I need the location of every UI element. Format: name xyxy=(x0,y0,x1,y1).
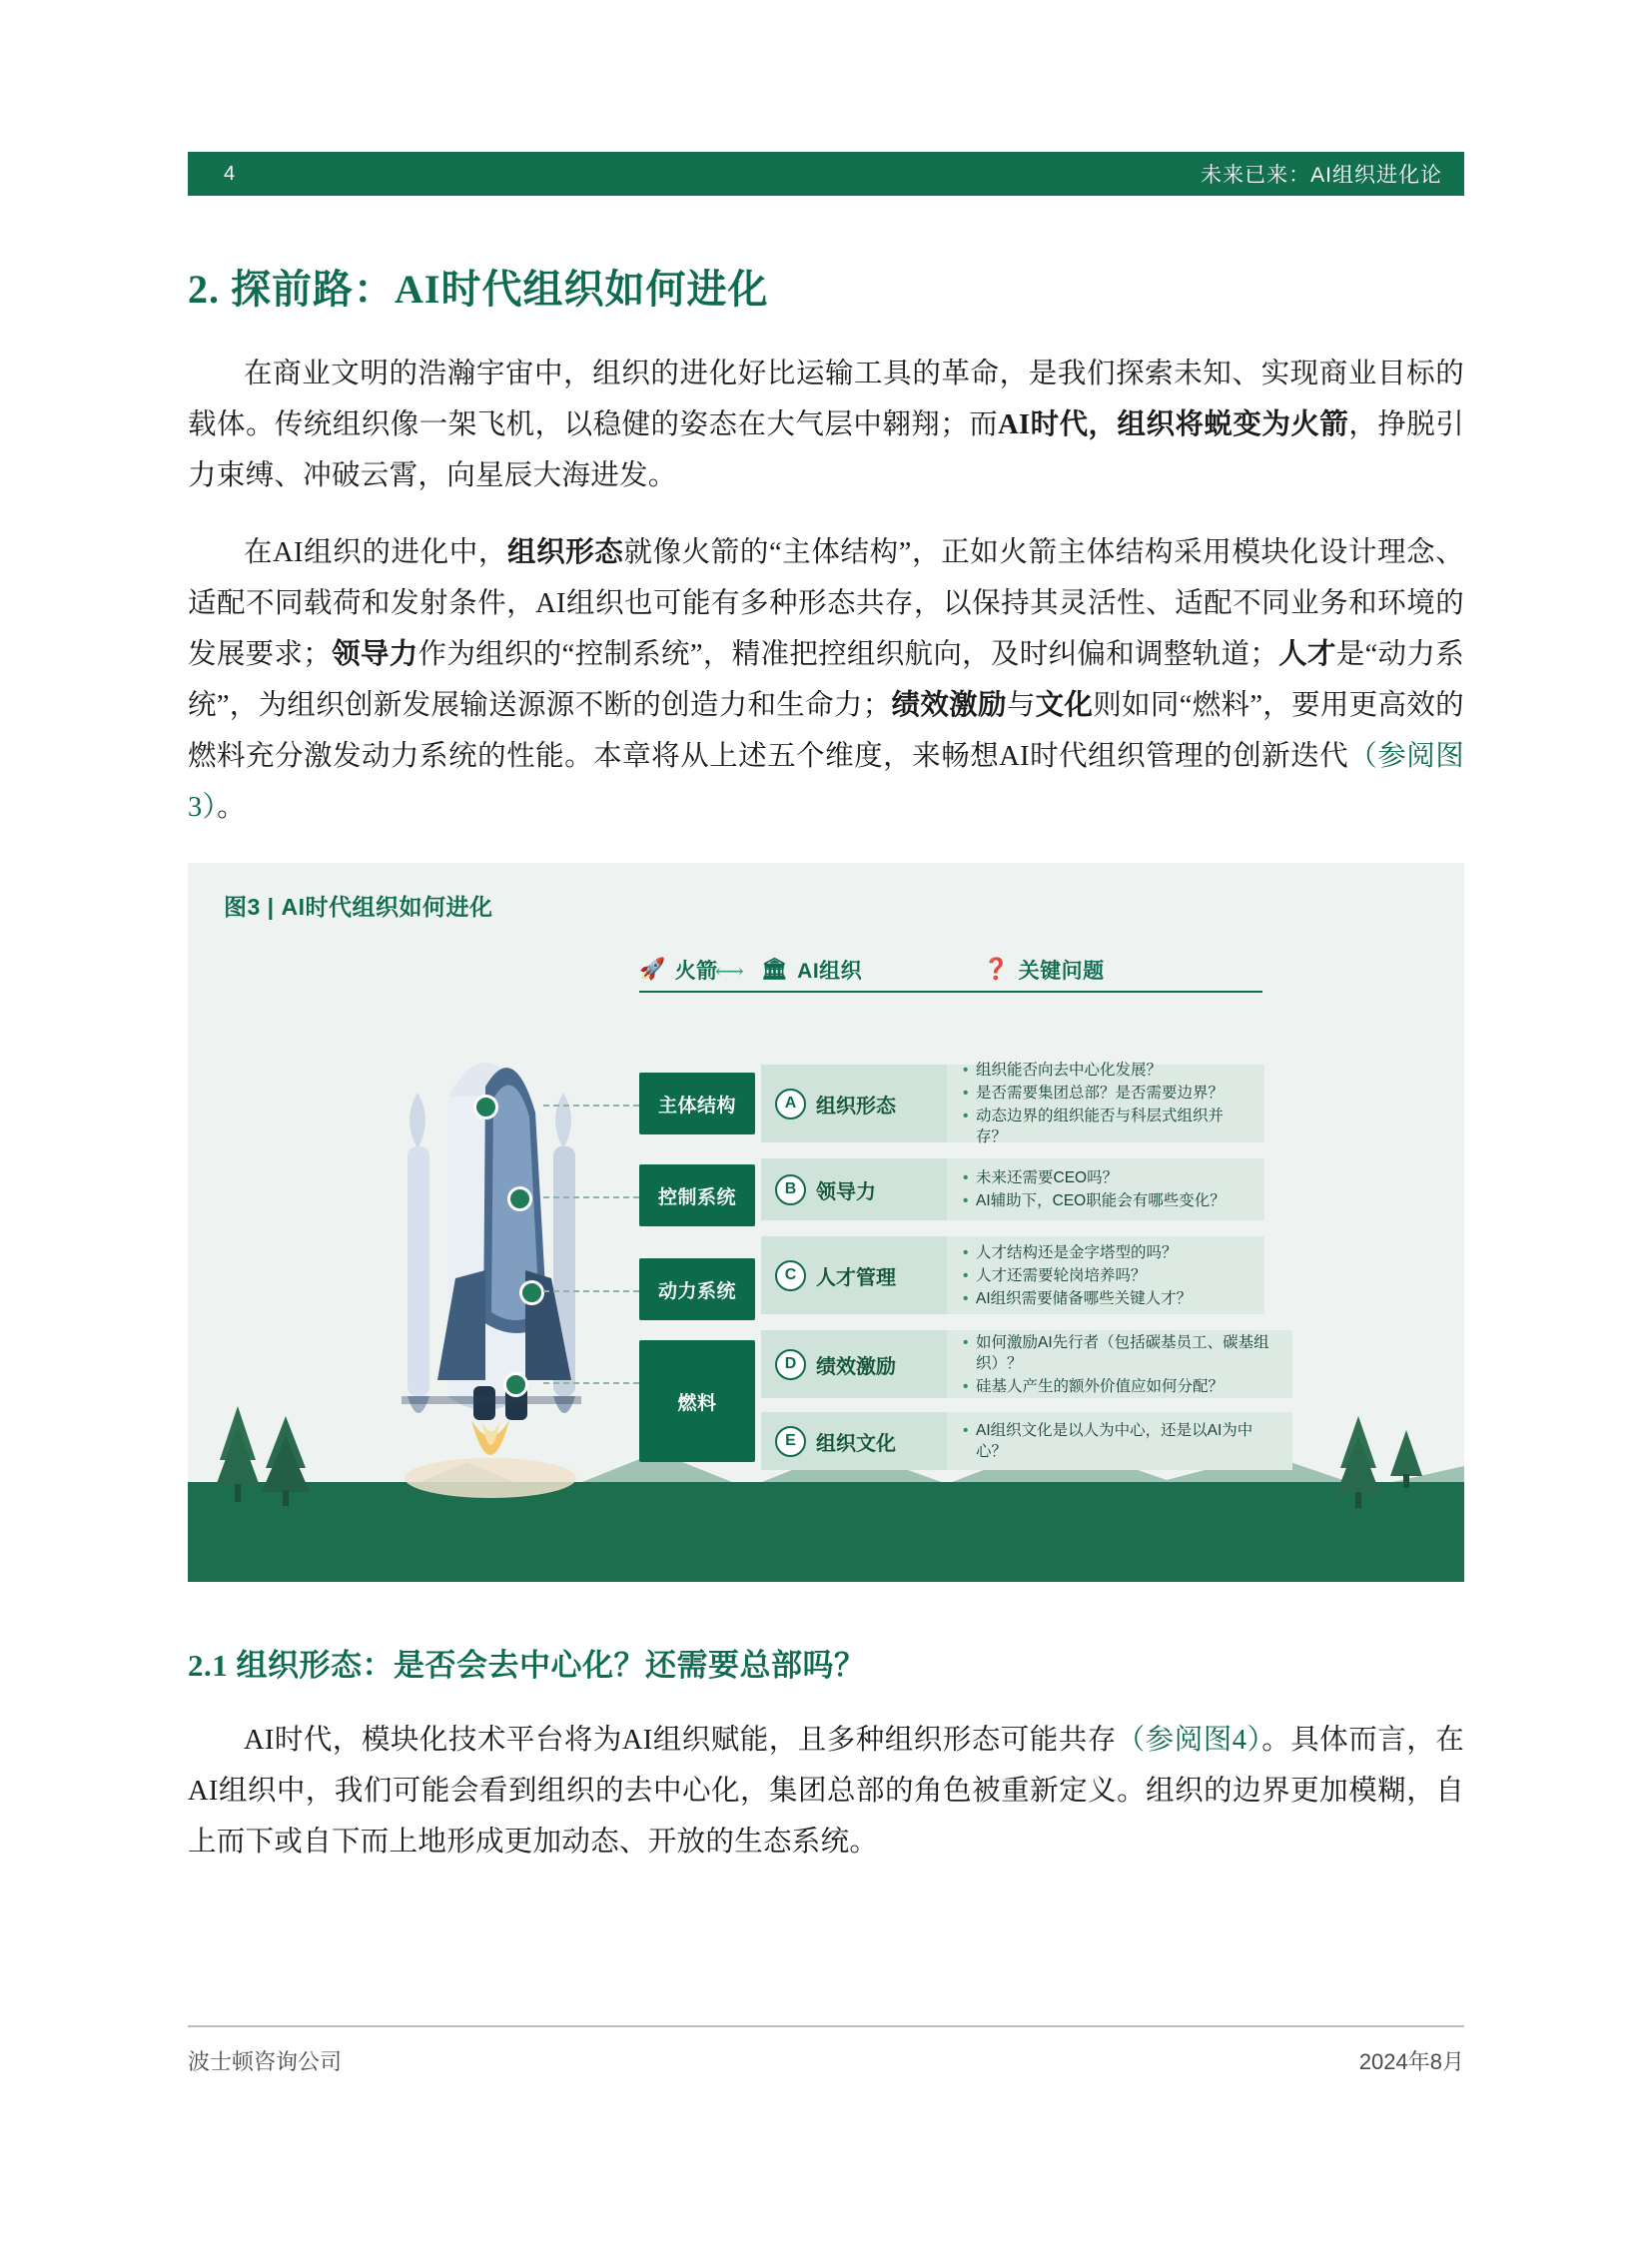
section-title: 2. 探前路：AI时代组织如何进化 xyxy=(188,267,769,312)
paragraph-2-bold-org-form: 组织形态 xyxy=(506,537,624,568)
connector-dot-4 xyxy=(503,1372,528,1397)
stage-fuel-label: 燃料 xyxy=(677,1392,717,1414)
row-d-question-2: • 硅基人产生的额外价值应如何分配？ xyxy=(963,1376,1280,1397)
exhibit-row-d xyxy=(761,1330,1292,1398)
row-c-label: 人才管理 xyxy=(816,1266,896,1289)
row-c-questions xyxy=(947,1236,1264,1314)
paragraph-2-bold-talent: 人才 xyxy=(1278,639,1336,670)
row-a-question-3: • 动态边界的组织能否与科层式组织并存？ xyxy=(963,1106,1252,1147)
building-icon: 🏛 xyxy=(761,958,789,981)
stage-main-structure-label: 主体结构 xyxy=(657,1095,736,1117)
row-b-question-1: • 未来还需要CEO吗？ xyxy=(963,1167,1252,1188)
connector-dot-2 xyxy=(507,1186,532,1211)
page-header xyxy=(188,152,1464,196)
tree-cluster-left xyxy=(214,1406,344,1516)
exhibit-row-e xyxy=(761,1412,1292,1470)
row-d-badge: D xyxy=(775,1349,806,1380)
subsection-paragraph-part-a: AI时代，模块化技术平台将为AI组织赋能，且多种组织形态可能共存 xyxy=(244,1725,1117,1756)
heading-divider-right xyxy=(983,991,1262,993)
footer-company: 波士顿咨询公司 xyxy=(188,2049,343,2074)
row-c-badge: C xyxy=(775,1260,806,1291)
page-number-tab: 4 xyxy=(188,152,338,196)
row-b-questions xyxy=(947,1158,1264,1220)
exhibit-4-reference: （参阅图4） xyxy=(1116,1725,1262,1756)
paragraph-2-bold-culture: 文化 xyxy=(1035,690,1094,721)
row-d-question-1: • 如何激励AI先行者（包括碳基员工、碳基组织）？ xyxy=(963,1332,1280,1374)
connector-line-2 xyxy=(543,1196,639,1198)
column-heading-rocket xyxy=(639,955,718,985)
double-arrow-icon: ⟷ xyxy=(715,961,744,983)
exhibit-row-b xyxy=(761,1158,1264,1220)
row-d-questions xyxy=(947,1330,1292,1398)
row-a-question-2: • 是否需要集团总部？是否需要边界？ xyxy=(963,1083,1252,1104)
row-c-question-2: • 人才还需要轮岗培养吗？ xyxy=(963,1265,1252,1286)
row-c-question-3: • AI组织需要储备哪些关键人才？ xyxy=(963,1288,1252,1309)
row-c-question-1: • 人才结构还是金字塔型的吗？ xyxy=(963,1242,1252,1263)
connector-line-4 xyxy=(543,1382,639,1384)
exhibit-3 xyxy=(188,863,1464,1582)
row-a-badge: A xyxy=(775,1089,806,1120)
row-e-questions xyxy=(947,1412,1292,1470)
column-heading-questions xyxy=(983,955,1105,985)
row-e-question-1: • AI组织文化是以人为中心，还是以AI为中心？ xyxy=(963,1420,1280,1462)
row-b-label-cell xyxy=(761,1158,947,1220)
document-title: 未来已来：AI组织进化论 xyxy=(338,152,1464,196)
stage-fuel xyxy=(639,1340,755,1462)
paragraph-2-end: 。 xyxy=(217,792,246,823)
question-mark-icon: ❓ xyxy=(983,958,1010,981)
rocket-icon: 🚀 xyxy=(639,958,666,981)
page-footer xyxy=(188,2025,1464,2076)
row-e-label: 组织文化 xyxy=(816,1432,896,1455)
column-heading-org xyxy=(761,955,862,985)
exhibit-3-reference: （参阅图3） xyxy=(188,741,1465,823)
row-e-label-cell xyxy=(761,1412,947,1470)
paragraph-2-bold-leadership: 领导力 xyxy=(332,639,418,670)
connector-line-1 xyxy=(543,1105,639,1107)
column-heading-rocket-label: 火箭 xyxy=(674,960,718,983)
column-heading-questions-label: 关键问题 xyxy=(1018,960,1105,983)
paragraph-2-part-g: 是“动力系统”，为组织创新发展输送源源不断的创造力和生命力； xyxy=(188,639,1464,721)
connector-dot-1 xyxy=(473,1095,498,1120)
row-b-label: 领导力 xyxy=(816,1180,876,1203)
paragraph-1-part-c: ，挣脱引力束缚、冲破云霄，向星辰大海进发。 xyxy=(188,409,1465,491)
page-content xyxy=(188,258,1464,1893)
paragraph-2-bold-performance: 绩效激励 xyxy=(891,690,1007,721)
paragraph-1-bold: AI时代，组织将蜕变为火箭 xyxy=(998,409,1349,440)
exhibit-row-c xyxy=(761,1236,1264,1314)
column-heading-org-label: AI组织 xyxy=(797,960,863,983)
connector-line-3 xyxy=(543,1290,639,1292)
connector-dot-3 xyxy=(519,1280,544,1305)
paragraph-2-part-a: 在AI组织的进化中， xyxy=(244,537,507,568)
stage-control-system-label: 控制系统 xyxy=(657,1186,736,1208)
paragraph-1 xyxy=(188,349,1464,501)
subsection-paragraph xyxy=(188,1715,1464,1868)
row-d-label-cell xyxy=(761,1330,947,1398)
paragraph-2 xyxy=(188,527,1464,833)
subsection-title: 2.1 组织形态：是否会去中心化？还需要总部吗？ xyxy=(188,1648,866,1683)
row-d-label: 绩效激励 xyxy=(816,1355,896,1378)
tree-cluster-right xyxy=(1328,1412,1438,1512)
row-b-badge: B xyxy=(775,1174,806,1205)
paragraph-2-part-k: 则如同“燃料”，要用更高效的燃料充分激发动力系统的性能。本章将从上述五个维度，来畅想AI时代组织管理的创新迭代 xyxy=(188,690,1464,772)
stage-main-structure xyxy=(639,1073,755,1134)
exhibit-title: 图3 | AI时代组织如何进化 xyxy=(224,894,493,920)
row-a-question-1: • 组织能否向去中心化发展？ xyxy=(963,1060,1252,1081)
paragraph-1-part-a: 在商业文明的浩瀚宇宙中，组织的进化好比运输工具的革命，是我们探索未知、实现商业目标的载体。传统组织像一架飞机，以稳健的姿态在大气层中翱翔；而 xyxy=(188,359,1464,440)
row-a-label: 组织形态 xyxy=(816,1095,896,1118)
subsection-paragraph-part-b: 。具体而言，在AI组织中，我们可能会看到组织的去中心化，集团总部的角色被重新定义。组织的边界更加模糊，自上而下或自下而上地形成更加动态、开放的生态系统。 xyxy=(188,1725,1464,1858)
row-c-label-cell xyxy=(761,1236,947,1314)
stage-control-system xyxy=(639,1164,755,1226)
row-a-label-cell xyxy=(761,1065,947,1142)
exhibit-row-a xyxy=(761,1062,1264,1145)
row-e-badge: E xyxy=(775,1426,806,1457)
row-a-questions xyxy=(947,1062,1264,1145)
footer-date: 2024年8月 xyxy=(1358,2049,1464,2074)
paragraph-2-part-e: 作为组织的“控制系统”，精准把控组织航向，及时纠偏和调整轨道； xyxy=(417,639,1279,670)
stage-power-system xyxy=(639,1258,755,1320)
stage-power-system-label: 动力系统 xyxy=(657,1280,736,1302)
row-b-question-2: • AI辅助下，CEO职能会有哪些变化？ xyxy=(963,1190,1252,1211)
rocket-illustration xyxy=(356,979,625,1498)
paragraph-2-part-i: 与 xyxy=(1006,690,1036,721)
paragraph-2-part-c: 就像火箭的“主体结构”，正如火箭主体结构采用模块化设计理念、适配不同载荷和发射条件，AI组织也可能有多种形态共存，以保持其灵活性、适配不同业务和环境的发展要求； xyxy=(188,537,1464,670)
